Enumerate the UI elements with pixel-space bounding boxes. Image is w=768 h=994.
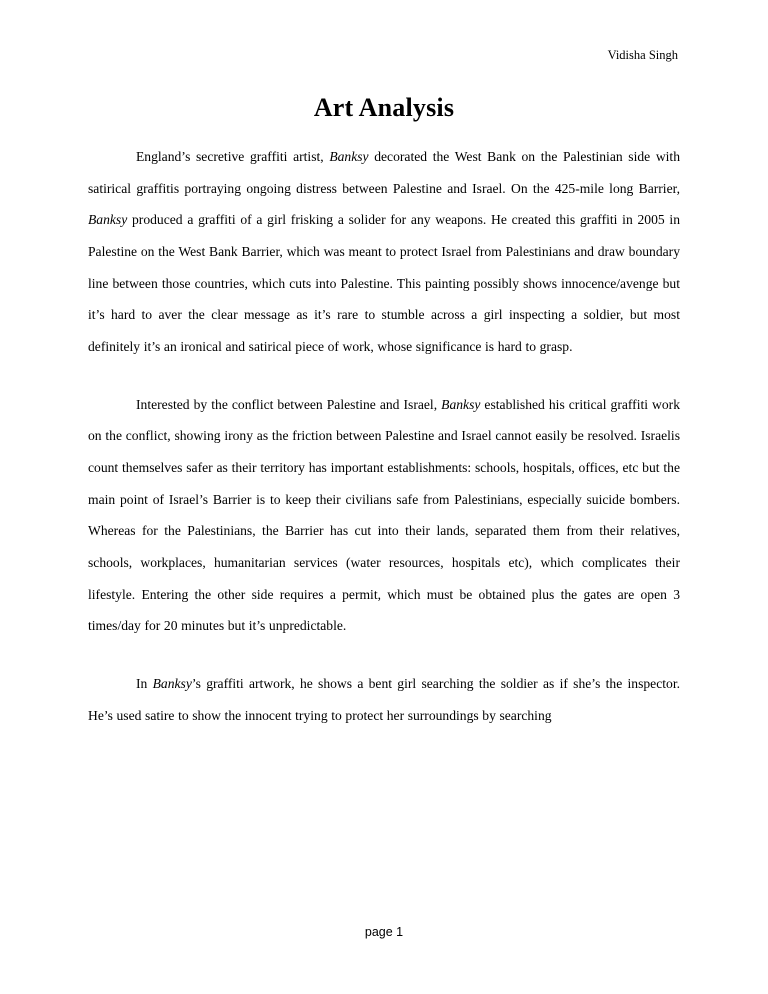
- paragraph-2: Interested by the conflict between Palestine and Israel, Banksy established his critical graffiti work on the conflict, showing irony as the friction between Palestine and Israel cannot easily be resolved. Israelis count themselves safer as their territory has important establishments: schools, hospitals, offices, etc but the main point of Israel’s Barrier is to keep their civilians safe from Palestinians, especially suicide bombers. Whereas for the Palestinians, the Barrier has cut into their lands, separated them from their relatives, schools, workplaces, humanitarian services (water resources, hospitals etc), which complicates their lifestyle. Entering the other side requires a permit, which must be obtained plus the gates are open 3 times/day for 20 minutes but it’s unpredictable.: [88, 396, 680, 634]
- emphasis-text: Banksy: [441, 396, 481, 412]
- author-name: Vidisha Singh: [607, 48, 678, 62]
- emphasis-text: Banksy: [152, 676, 192, 692]
- emphasis-text: Banksy: [88, 212, 128, 228]
- emphasis-text: Banksy: [329, 149, 369, 164]
- paragraph-3: In Banksy’s graffiti artwork, he shows a bent girl searching the soldier as if she’s the inspector. He’s used satire to show the innocent trying to protect her surroundings by searching: [88, 676, 680, 723]
- page-footer: page 1: [364, 925, 404, 939]
- page-title: Art Analysis: [313, 93, 455, 122]
- paragraph-1: England’s secretive graffiti artist, Banksy decorated the West Bank on the Palestinian side with satirical graffitis portraying ongoing distress between Palestine and Israel. On the 425-mile long Barrier, Banksy produced a graffiti of a girl frisking a solider for any weapons. He created this graffiti in 2005 in Palestine on the West Bank Barrier, which was meant to protect Israel from Palestinians and draw boundary line between those countries, which cuts into Palestine. This painting possibly shows innocence/avenge but it’s hard to aver the clear message as it’s rare to stumble across a girl inspecting a soldier, but most definitely it’s an ironical and satirical piece of work, whose significance is hard to grasp.: [88, 149, 680, 355]
